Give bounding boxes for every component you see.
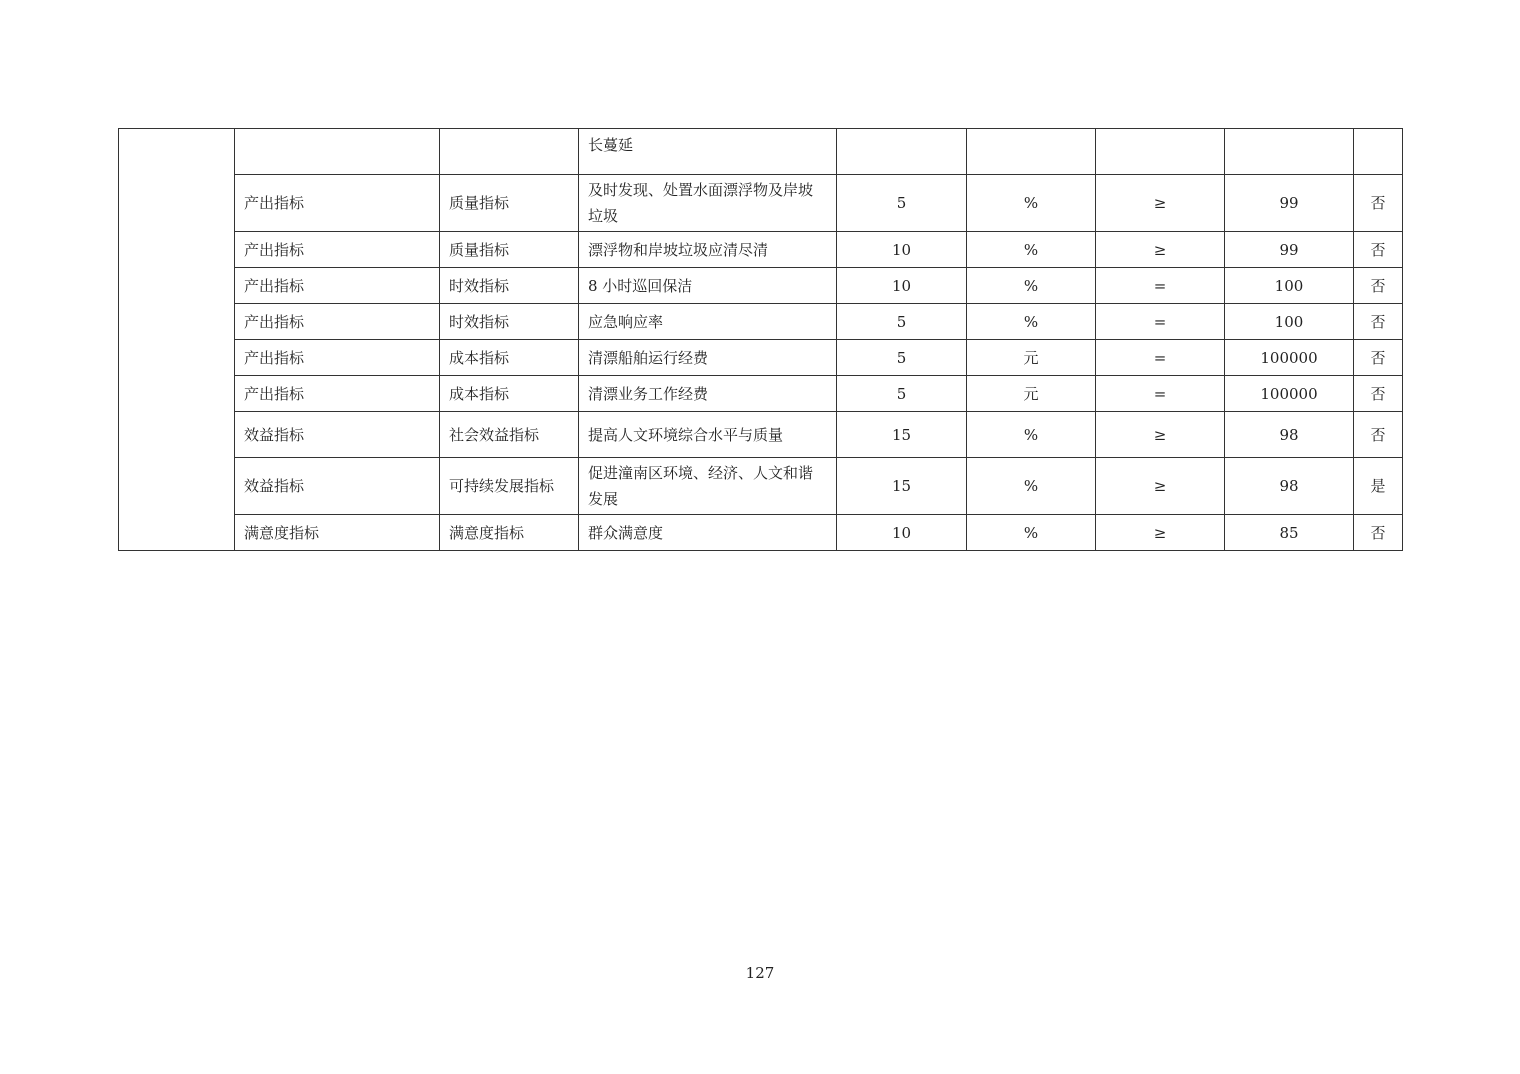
level2-indicator-cell: 成本指标 bbox=[440, 376, 579, 412]
target-value-cell: 100 bbox=[1225, 304, 1354, 340]
target-value-cell: 99 bbox=[1225, 232, 1354, 268]
level2-indicator-cell: 时效指标 bbox=[440, 268, 579, 304]
indicator-content-cell: 应急响应率 bbox=[579, 304, 837, 340]
performance-indicator-table bbox=[118, 128, 1403, 551]
score-cell: 5 bbox=[837, 340, 967, 376]
level1-indicator-cell: 产出指标 bbox=[235, 232, 440, 268]
target-value-cell: 98 bbox=[1225, 458, 1354, 515]
target-value-cell bbox=[1225, 129, 1354, 175]
core-indicator-cell: 否 bbox=[1354, 412, 1403, 458]
table-row bbox=[119, 515, 1403, 551]
unit-cell bbox=[967, 129, 1096, 175]
core-indicator-cell: 否 bbox=[1354, 515, 1403, 551]
table-row bbox=[119, 304, 1403, 340]
table-row bbox=[119, 268, 1403, 304]
unit-cell: 元 bbox=[967, 340, 1096, 376]
target-value-cell: 100000 bbox=[1225, 376, 1354, 412]
target-value-cell: 100 bbox=[1225, 268, 1354, 304]
operator-cell: ≥ bbox=[1096, 232, 1225, 268]
core-indicator-cell: 否 bbox=[1354, 268, 1403, 304]
indicator-content-cell: 提高人文环境综合水平与质量 bbox=[579, 412, 837, 458]
level1-indicator-cell: 满意度指标 bbox=[235, 515, 440, 551]
core-indicator-cell: 否 bbox=[1354, 340, 1403, 376]
indicator-content-cell: 群众满意度 bbox=[579, 515, 837, 551]
level2-indicator-cell: 成本指标 bbox=[440, 340, 579, 376]
table-row bbox=[119, 412, 1403, 458]
core-indicator-cell: 否 bbox=[1354, 232, 1403, 268]
operator-cell: ≥ bbox=[1096, 412, 1225, 458]
unit-cell: % bbox=[967, 304, 1096, 340]
unit-cell: % bbox=[967, 458, 1096, 515]
table-row bbox=[119, 340, 1403, 376]
level1-indicator-cell: 产出指标 bbox=[235, 376, 440, 412]
project-name-cell bbox=[119, 129, 235, 551]
indicator-content-cell: 清漂船舶运行经费 bbox=[579, 340, 837, 376]
level2-indicator-cell bbox=[440, 129, 579, 175]
target-value-cell: 99 bbox=[1225, 175, 1354, 232]
indicator-content-cell: 及时发现、处置水面漂浮物及岸坡垃圾 bbox=[579, 175, 837, 232]
target-value-cell: 98 bbox=[1225, 412, 1354, 458]
operator-cell: = bbox=[1096, 376, 1225, 412]
level1-indicator-cell: 产出指标 bbox=[235, 268, 440, 304]
table-row bbox=[119, 458, 1403, 515]
score-cell: 10 bbox=[837, 515, 967, 551]
indicator-content-cell: 漂浮物和岸坡垃圾应清尽清 bbox=[579, 232, 837, 268]
score-cell bbox=[837, 129, 967, 175]
core-indicator-cell: 否 bbox=[1354, 175, 1403, 232]
level1-indicator-cell: 产出指标 bbox=[235, 340, 440, 376]
level2-indicator-cell: 可持续发展指标 bbox=[440, 458, 579, 515]
operator-cell: = bbox=[1096, 268, 1225, 304]
operator-cell: ≥ bbox=[1096, 175, 1225, 232]
level1-indicator-cell: 产出指标 bbox=[235, 304, 440, 340]
indicator-content-cell: 清漂业务工作经费 bbox=[579, 376, 837, 412]
level1-indicator-cell: 效益指标 bbox=[235, 412, 440, 458]
unit-cell: % bbox=[967, 232, 1096, 268]
unit-cell: % bbox=[967, 268, 1096, 304]
level1-indicator-cell: 产出指标 bbox=[235, 175, 440, 232]
core-indicator-cell: 是 bbox=[1354, 458, 1403, 515]
indicator-content-cell: 促进潼南区环境、经济、人文和谐发展 bbox=[579, 458, 837, 515]
indicator-content-cell: 8 小时巡回保洁 bbox=[579, 268, 837, 304]
score-cell: 15 bbox=[837, 412, 967, 458]
page-number: 127 bbox=[745, 964, 775, 982]
operator-cell bbox=[1096, 129, 1225, 175]
table-row-continuation bbox=[119, 129, 1403, 175]
table-row bbox=[119, 232, 1403, 268]
score-cell: 5 bbox=[837, 376, 967, 412]
level2-indicator-cell: 质量指标 bbox=[440, 175, 579, 232]
unit-cell: 元 bbox=[967, 376, 1096, 412]
unit-cell: % bbox=[967, 515, 1096, 551]
unit-cell: % bbox=[967, 412, 1096, 458]
level2-indicator-cell: 社会效益指标 bbox=[440, 412, 579, 458]
target-value-cell: 100000 bbox=[1225, 340, 1354, 376]
level2-indicator-cell: 质量指标 bbox=[440, 232, 579, 268]
score-cell: 15 bbox=[837, 458, 967, 515]
level1-indicator-cell: 效益指标 bbox=[235, 458, 440, 515]
unit-cell: % bbox=[967, 175, 1096, 232]
core-indicator-cell bbox=[1354, 129, 1403, 175]
table-row bbox=[119, 175, 1403, 232]
score-cell: 10 bbox=[837, 232, 967, 268]
indicator-content-cell: 长蔓延 bbox=[579, 129, 837, 175]
level1-indicator-cell bbox=[235, 129, 440, 175]
operator-cell: = bbox=[1096, 304, 1225, 340]
operator-cell: ≥ bbox=[1096, 515, 1225, 551]
core-indicator-cell: 否 bbox=[1354, 304, 1403, 340]
score-cell: 5 bbox=[837, 304, 967, 340]
core-indicator-cell: 否 bbox=[1354, 376, 1403, 412]
score-cell: 5 bbox=[837, 175, 967, 232]
score-cell: 10 bbox=[837, 268, 967, 304]
level2-indicator-cell: 时效指标 bbox=[440, 304, 579, 340]
target-value-cell: 85 bbox=[1225, 515, 1354, 551]
operator-cell: = bbox=[1096, 340, 1225, 376]
operator-cell: ≥ bbox=[1096, 458, 1225, 515]
level2-indicator-cell: 满意度指标 bbox=[440, 515, 579, 551]
table-row bbox=[119, 376, 1403, 412]
